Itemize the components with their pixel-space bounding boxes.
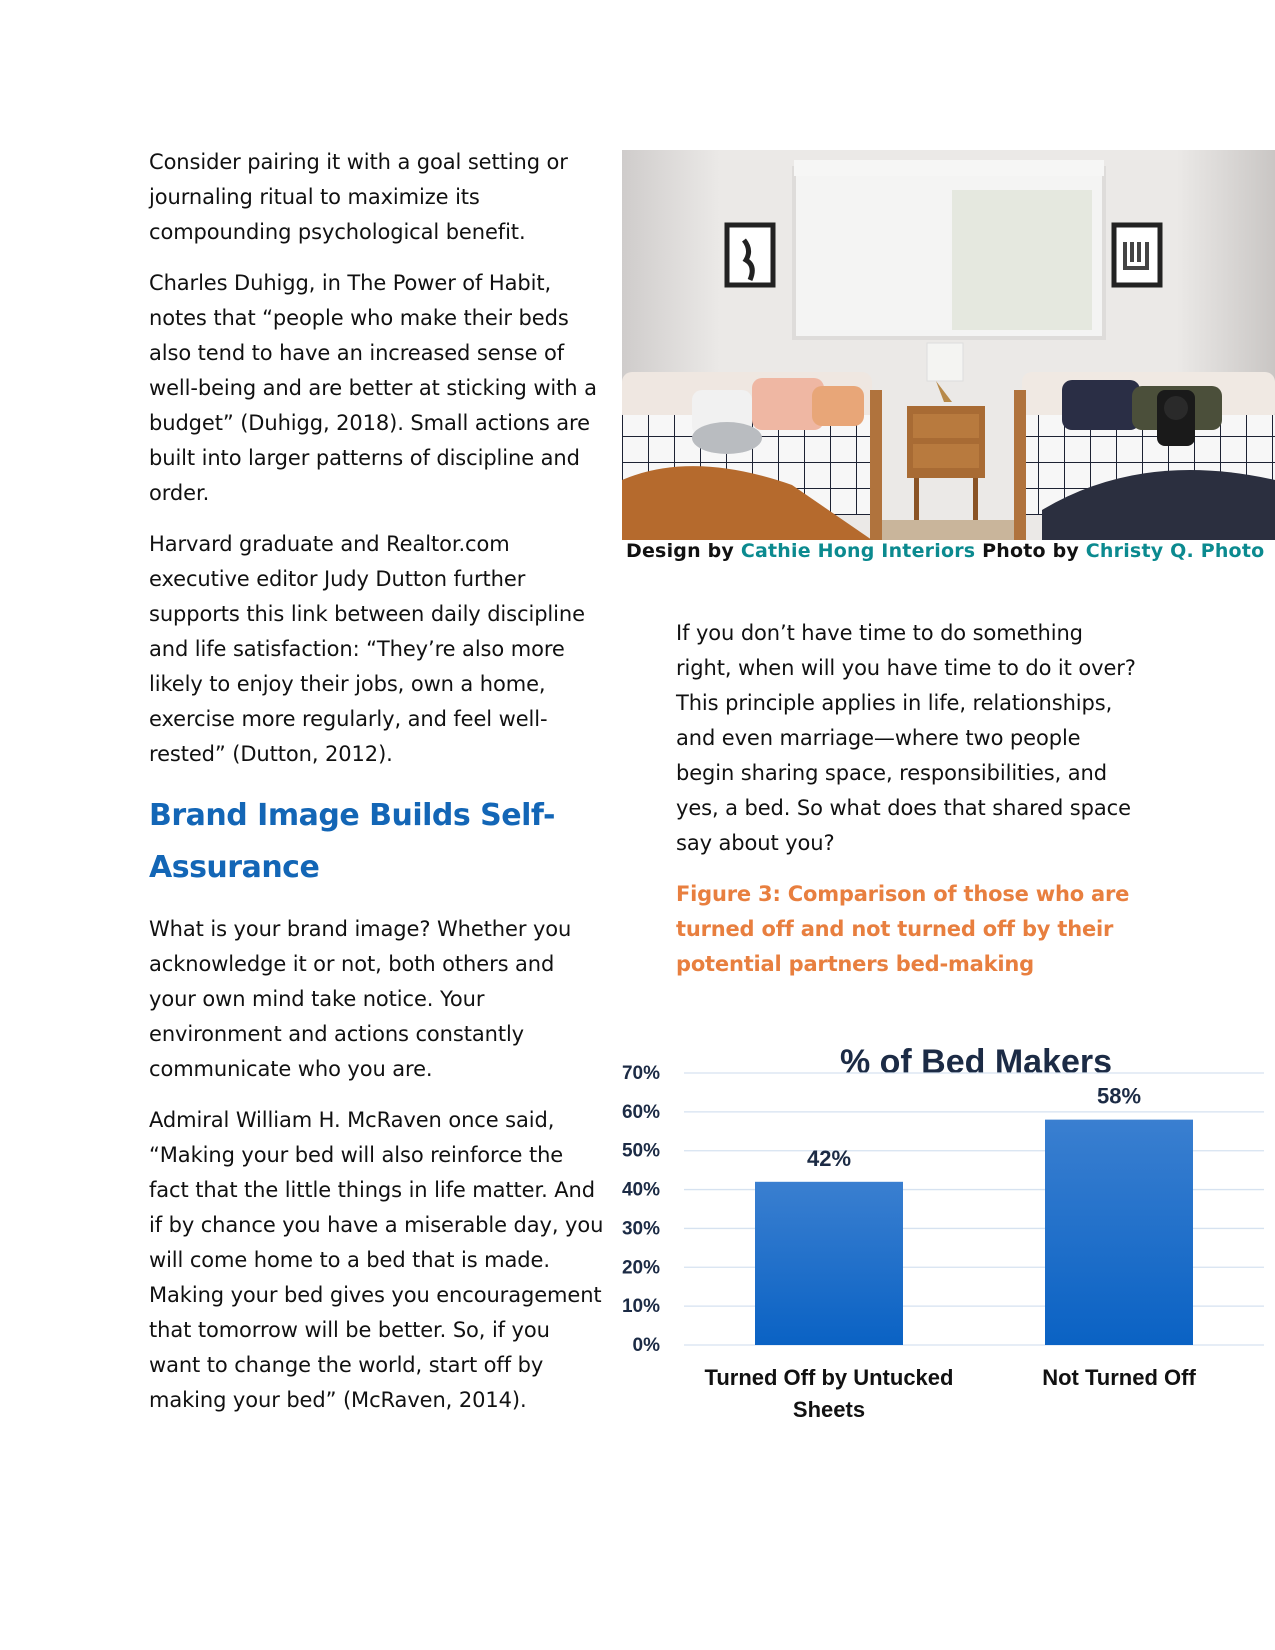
x-tick-label: Turned Off by Untucked xyxy=(704,1365,954,1390)
credit-photo-prefix: Photo by xyxy=(975,540,1086,562)
left-column xyxy=(149,145,604,1434)
y-tick-label: 30% xyxy=(621,1218,660,1240)
bedroom-photo xyxy=(622,150,1275,540)
body-paragraph: What is your brand image? Whether you acknowledge it or not, both others and your own mind take notice. Your environment and actions constantly communicate who you are. xyxy=(149,917,572,1081)
body-paragraph: Harvard graduate and Realtor.com executive editor Judy Dutton further supports this link between daily discipline and life satisfaction: “They’re also more likely to enjoy their jobs, own a home, exercise more regularly, and feel well-rested” (Dutton, 2012). xyxy=(149,532,585,766)
y-tick-label: 0% xyxy=(632,1335,660,1356)
y-tick-label: 60% xyxy=(621,1101,660,1123)
section-heading: Brand Image Builds Self-Assurance xyxy=(149,798,555,885)
credit-design-link[interactable]: Cathie Hong Interiors xyxy=(740,540,976,562)
y-axis-ticks xyxy=(622,1063,660,1356)
y-tick-label: 40% xyxy=(621,1179,660,1201)
x-tick-label: Not Turned Off xyxy=(1042,1365,1196,1390)
chart-title: % of Bed Makers xyxy=(839,1045,1113,1081)
body-paragraph: Charles Duhigg, in The Power of Habit, notes that “people who make their beds also tend to have an increased sense of well-being and are better at sticking with a budget” (Duhigg, 2018). Small actions are built into larger patterns of discipline and order. xyxy=(149,271,597,505)
figure-caption: Figure 3: Comparison of those who are turned off and not turned off by their potential partners bed-making xyxy=(676,882,1130,976)
x-tick-label: Sheets xyxy=(792,1397,866,1422)
body-paragraph: Admiral William H. McRaven once said, “Making your bed will also reinforce the fact that the little things in life matter. And if by chance you have a miserable day, you will come home to a bed that is made. Making your bed gives you encouragement that tomorrow will be better. So, if you want to change the world, start off by making your bed” (McRaven, 2014). xyxy=(149,1108,604,1412)
bar xyxy=(1045,1120,1193,1345)
photo-credit xyxy=(626,540,1275,562)
y-tick-label: 50% xyxy=(621,1140,660,1162)
credit-design-prefix: Design by xyxy=(626,540,741,562)
bedroom-illustration xyxy=(622,150,1275,540)
data-label: 42% xyxy=(806,1145,852,1171)
bar xyxy=(755,1182,903,1345)
bar-chart xyxy=(614,1045,1275,1475)
body-paragraph: Consider pairing it with a goal setting or journaling ritual to maximize its compounding psychological benefit. xyxy=(149,150,568,244)
bed-makers-chart xyxy=(614,1045,1275,1475)
y-tick-label: 20% xyxy=(621,1257,660,1279)
y-tick-label: 70% xyxy=(621,1063,660,1084)
data-label: 58% xyxy=(1096,1083,1142,1109)
right-column xyxy=(676,616,1136,982)
credit-photo-link[interactable]: Christy Q. Photo xyxy=(1085,540,1265,562)
x-axis-labels xyxy=(705,1365,1197,1422)
body-paragraph: If you don’t have time to do something right, when will you have time to do it over? This principle applies in life, relationships, and even marriage—where two people begin sharing space, responsibilities, and yes, a bed. So what does that shared space say about you? xyxy=(676,621,1136,855)
y-tick-label: 10% xyxy=(621,1296,660,1318)
